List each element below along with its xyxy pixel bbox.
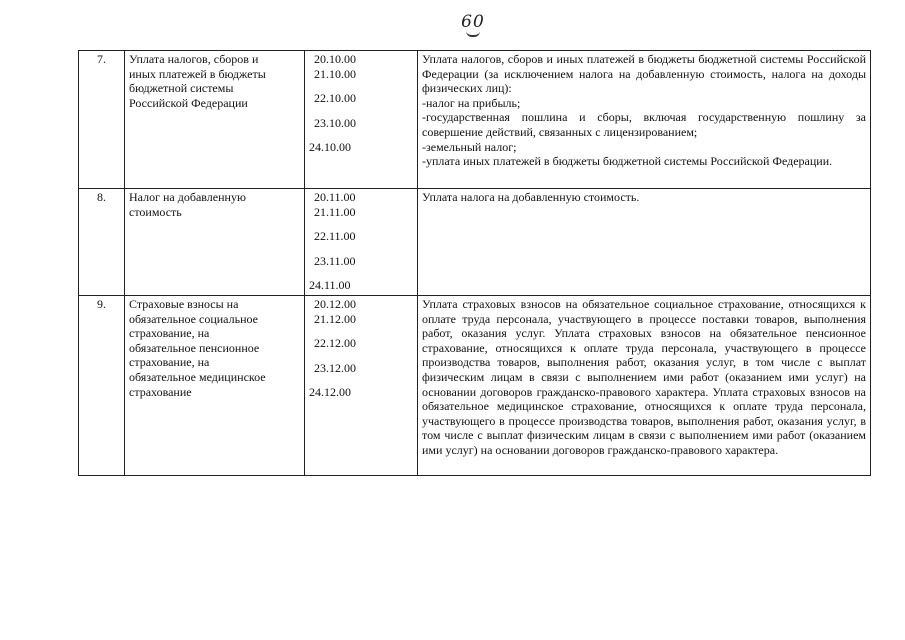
- page-number: 60: [461, 12, 485, 32]
- code: 21.11.00: [314, 204, 356, 219]
- table-row: [79, 295, 871, 475]
- row-codes: [305, 295, 418, 475]
- code: 22.11.00: [314, 229, 356, 244]
- description-line: Уплата налогов, сборов и иных платежей в бюджеты бюджетной системы Российской Федерации (за исключением налога на добавленную стоимость, налога на доходы физических лиц):: [422, 52, 866, 96]
- row-name: [125, 189, 305, 296]
- code: 23.10.00: [314, 115, 356, 130]
- row-name: [125, 295, 305, 475]
- row-description: [418, 189, 871, 296]
- row-codes: [305, 189, 418, 296]
- code: 22.10.00: [314, 91, 356, 106]
- code: 24.11.00: [309, 278, 351, 293]
- row-description: [418, 295, 871, 475]
- code: 20.12.00: [314, 296, 356, 311]
- code: 20.11.00: [314, 190, 356, 204]
- code: 24.10.00: [309, 140, 351, 155]
- document-table: [78, 50, 871, 476]
- description-line: Уплата налога на добавленную стоимость.: [422, 190, 640, 204]
- code: 21.12.00: [314, 311, 356, 326]
- description-line: -уплата иных платежей в бюджеты бюджетной системы Российской Федерации.: [422, 154, 833, 169]
- row-description: [418, 51, 871, 189]
- page-number-underline: [466, 31, 480, 37]
- row-name-text: Налог на добавленную стоимость: [129, 190, 246, 219]
- code: 22.12.00: [314, 336, 356, 351]
- code: 23.11.00: [314, 253, 356, 268]
- row-name-text: Уплата налогов, сборов и иных платежей в бюджеты бюджетной системы Российской Федерации: [129, 52, 266, 110]
- table-row: [79, 51, 871, 189]
- code: 20.10.00: [314, 52, 356, 66]
- row-name-text: Страховые взносы на обязательное социальное страхование, на обязательное пенсионное страхование, на обязательное медицинское страхование: [129, 296, 266, 399]
- description-line: -налог на прибыль;: [422, 95, 521, 110]
- row-number: 8.: [79, 189, 125, 296]
- table-row: [79, 189, 871, 296]
- description-line: Уплата страховых взносов на обязательное социальное страхование, относящихся к оплате труда персонала, участвующего в процессе поставки товаров, выполнения работ, оказания услуг. Уплата страховых взносов на обязательное пенсионное страхование, относящихся к оплате труда персонала, участвующего в процессе производства товаров, выполнения работ, оказания услуг, в том числе с выплат физическим лицам в связи с выполнением ими работ (оказанием ими услуг) на основании договоров гражданско-правового характера. Уплата страховых взносов на обязательное медицинское страхование, относящихся к оплате труда персонала, участвующего в процессе производства товаров, выполнения работ, оказания услуг, в том числе с выплат физическим лицам в связи с выполнением ими работ (оказанием ими услуг) на основании договоров гражданско-правового характера.: [422, 296, 866, 457]
- row-number: 9.: [79, 295, 125, 475]
- description-line: -государственная пошлина и сборы, включая государственную пошлину за совершение действий, связанных с лицензированием;: [422, 110, 866, 139]
- code: 24.12.00: [309, 385, 351, 400]
- code: 21.10.00: [314, 66, 356, 81]
- row-number: 7.: [79, 51, 125, 189]
- code: 23.12.00: [314, 360, 356, 375]
- row-codes: [305, 51, 418, 189]
- row-name: [125, 51, 305, 189]
- description-line: -земельный налог;: [422, 139, 517, 154]
